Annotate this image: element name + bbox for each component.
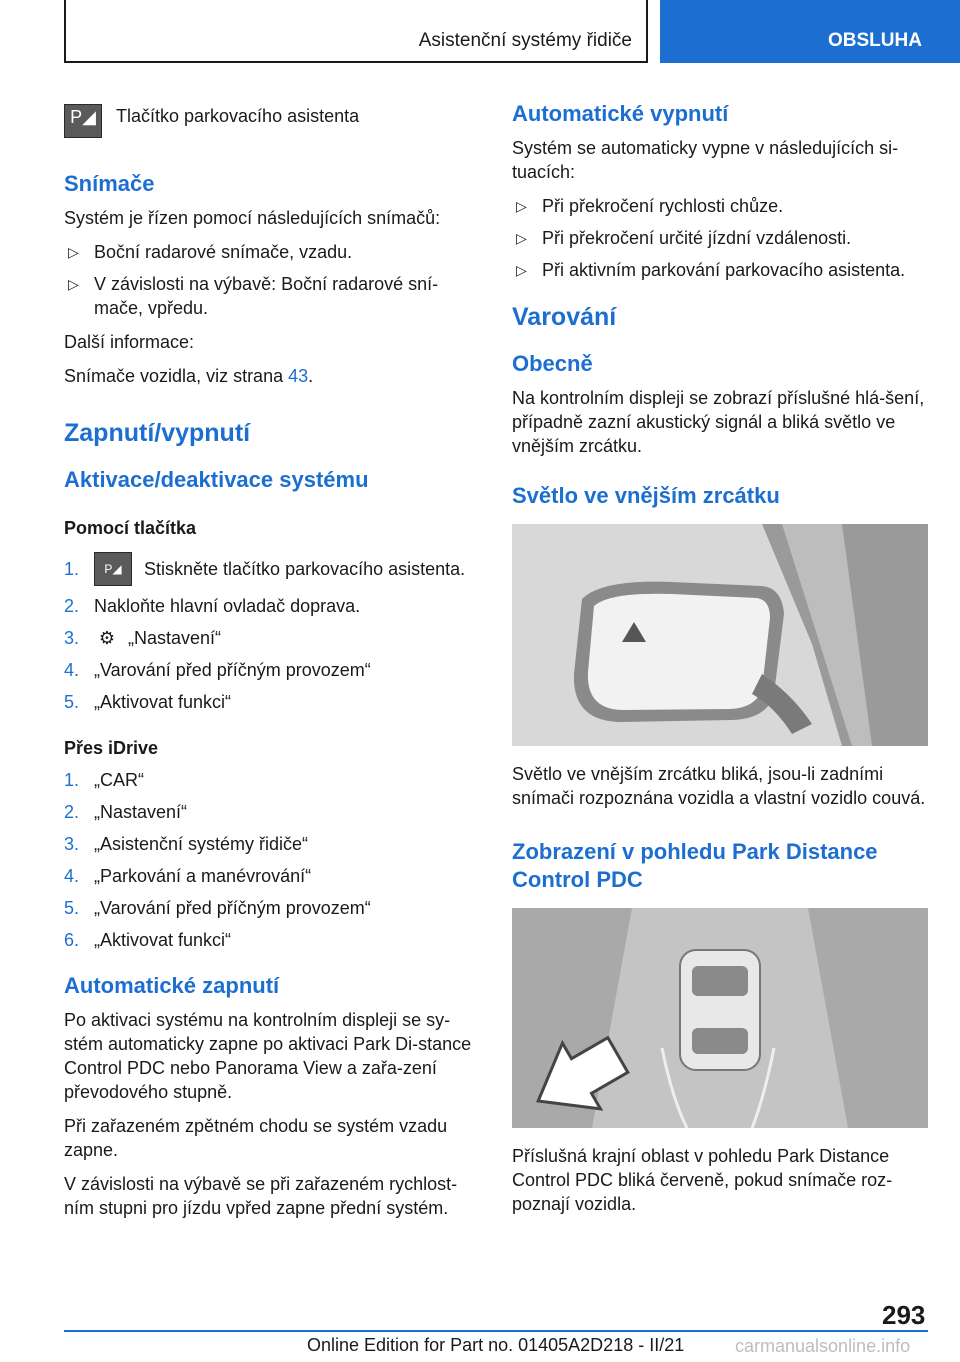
- list-item: 5. „Aktivovat funkci“: [64, 692, 232, 712]
- list-item: ▷ Při aktivním parkování parkovacího asistenta.: [512, 258, 928, 282]
- watermark-text: carmanualsonline.info: [735, 1336, 911, 1356]
- page-link-43[interactable]: 43: [288, 366, 309, 386]
- list-item: 3. „Asistenční systémy řidiče“: [64, 834, 309, 854]
- sensors-text: Systém je řízen pomocí následujících snímačů:: [64, 208, 441, 228]
- auto-on-heading: Automatické zapnutí: [64, 973, 280, 998]
- list-item: ▷ Při překročení určité jízdní vzdálenosti.: [512, 226, 928, 250]
- sensors-list: [64, 240, 482, 320]
- general-heading: Obecně: [512, 351, 593, 376]
- list-item: 2. Nakloňte hlavní ovladač doprava.: [64, 596, 361, 616]
- by-button-steps: [64, 552, 482, 714]
- more-info-paragraph: Snímače vozidla, viz strana 43.: [64, 366, 314, 386]
- list-item: 2. „Nastavení“: [64, 802, 188, 822]
- gear-icon: ⚙: [98, 628, 116, 648]
- idrive-steps: [64, 768, 482, 952]
- footer-divider: [64, 1330, 928, 1332]
- mirror-illustration: [512, 524, 928, 746]
- general-text: Na kontrolním displeji se zobrazí příslušné hlá-šení, případně zazní akustický signál a bliká světlo ve vnějším zrcátku.: [512, 388, 925, 456]
- mirror-heading: Světlo ve vnějším zrcátku: [512, 483, 780, 508]
- list-item: 5. „Varování před příčným provozem“: [64, 898, 371, 918]
- more-info-label: Další informace:: [64, 332, 195, 352]
- header-section-title: Asistenční systémy řidiče: [418, 30, 632, 51]
- auto-on-paragraph: Po aktivaci systému na kontrolním displeji se sy-stém automaticky zapne po aktivaci Park Di-stance Control PDC nebo Panorama View a zařa-zení převodového stupně.: [64, 1010, 472, 1102]
- intro-row: [64, 100, 482, 138]
- mirror-drawing: [512, 524, 928, 746]
- list-item: 4. „Parkování a manévrování“: [64, 866, 312, 886]
- auto-off-text: Systém se automaticky vypne v následujících si-tuacích:: [512, 138, 899, 182]
- list-item: ▷ Při překročení rychlosti chůze.: [512, 194, 928, 218]
- mirror-caption: Světlo ve vnějším zrcátku bliká, jsou-li zadními snímači rozpoznána vozidla a vlastní vozidlo couvá.: [512, 764, 926, 808]
- pdc-drawing: [512, 908, 928, 1128]
- auto-off-heading: Automatické vypnutí: [512, 101, 729, 126]
- list-item: 1. P◢ Stiskněte tlačítko parkovacího asistenta.: [64, 552, 482, 586]
- list-item: 1. „CAR“: [64, 770, 144, 790]
- more-info-text: Snímače vozidla, viz strana: [64, 366, 289, 386]
- list-item: 3. ⚙ „Nastavení“: [64, 628, 222, 648]
- idrive-heading: Přes iDrive: [64, 738, 159, 758]
- list-item: 4. „Varování před příčným provozem“: [64, 660, 371, 680]
- pdc-caption: Příslušná krajní oblast v pohledu Park Distance Control PDC bliká červeně, pokud snímače roz-poznají vozidla.: [512, 1146, 893, 1214]
- page-number: 293: [882, 1300, 926, 1330]
- onoff-heading: Zapnutí/vypnutí: [64, 419, 251, 447]
- intro-text: Tlačítko parkovacího asistenta: [116, 106, 360, 126]
- right-column: [512, 100, 928, 1226]
- header-tab-label: OBSLUHA: [828, 30, 922, 51]
- activation-heading: Aktivace/deaktivace systému: [64, 467, 369, 492]
- left-column: [64, 100, 482, 1230]
- footer-edition-text: Online Edition for Part no. 01405A2D218 - II/21: [307, 1335, 685, 1355]
- header-frame: [64, 0, 648, 63]
- parking-assistant-button-icon: P◢: [64, 104, 102, 138]
- list-item: ▷ Boční radarové snímače, vzadu.: [64, 240, 482, 264]
- list-item: 6. „Aktivovat funkci“: [64, 930, 232, 950]
- auto-off-list: [512, 194, 928, 282]
- parking-assistant-button-icon: P◢: [94, 552, 132, 586]
- sensors-heading: Snímače: [64, 171, 155, 196]
- warning-heading: Varování: [512, 303, 617, 331]
- list-item: ▷ V závislosti na výbavě: Boční radarové sní-mače, vpředu.: [64, 272, 482, 320]
- header-tab-obsluha: [660, 0, 960, 63]
- pdc-illustration: [512, 908, 928, 1128]
- pdc-heading: Zobrazení v pohledu Park Distance Control PDC: [512, 839, 878, 892]
- auto-on-paragraph: Při zařazeném zpětném chodu se systém vzadu zapne.: [64, 1116, 448, 1160]
- by-button-heading: Pomocí tlačítka: [64, 518, 197, 538]
- auto-on-paragraph: V závislosti na výbavě se při zařazeném rychlost-ním stupni pro jízdu vpřed zapne přední systém.: [64, 1174, 458, 1218]
